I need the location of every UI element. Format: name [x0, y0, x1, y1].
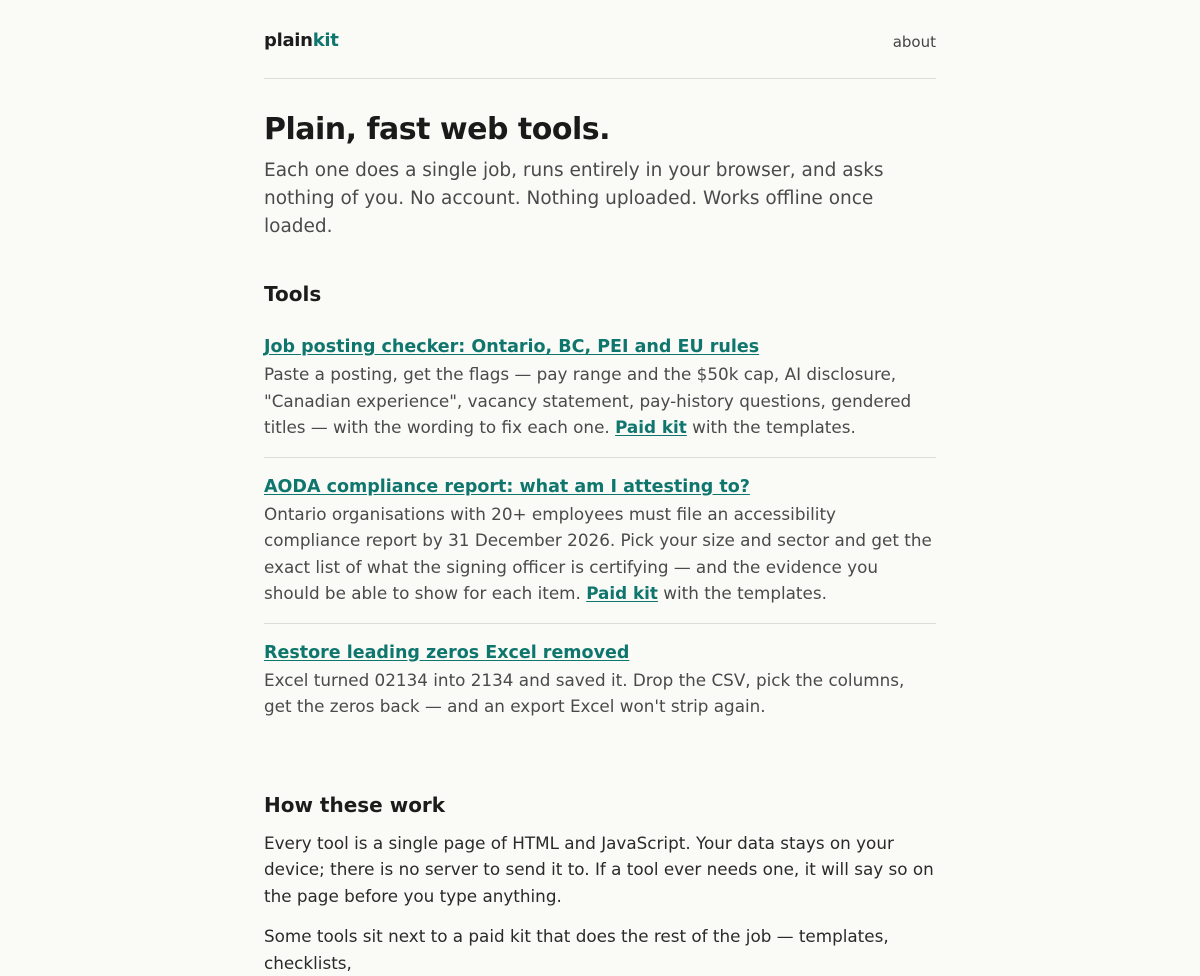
- tool-item-leading-zeros: [264, 641, 936, 736]
- site-header: [264, 0, 936, 79]
- how-heading: How these work: [264, 792, 446, 817]
- tool-link-leading-zeros[interactable]: Restore leading zeros Excel removed: [264, 642, 630, 663]
- brand-kit: kit: [312, 30, 339, 51]
- brand-logo[interactable]: [264, 29, 339, 53]
- tool-desc-suffix: with the templates.: [692, 417, 856, 437]
- tool-desc: [264, 361, 936, 441]
- tool-desc-suffix: with the templates.: [663, 583, 827, 603]
- tool-desc: [264, 501, 936, 607]
- tool-list: [264, 335, 936, 736]
- brand-plain: plain: [264, 30, 313, 51]
- tool-item-aoda-report: [264, 475, 936, 624]
- tool-desc-text: Paste a posting, get the flags — pay range and the $50k cap, AI disclosure, "Canadian experience", vacancy statement, pay-history questions, gendered titles — with the wording to fix each one.: [264, 364, 912, 437]
- tools-heading: Tools: [264, 282, 322, 306]
- paid-kit-link[interactable]: Paid kit: [615, 417, 687, 437]
- hero-lede: Each one does a single job, runs entirely in your browser, and asks nothing of you. No account. Nothing uploaded. Works offline once loaded.: [264, 160, 884, 237]
- tool-item-job-posting-checker: [264, 335, 936, 458]
- tool-link-aoda-report[interactable]: AODA compliance report: what am I attesting to?: [264, 476, 750, 497]
- how-paragraph: Every tool is a single page of HTML and JavaScript. Your data stays on your device; there is no server to send it to. If a tool ever needs one, it will say so on the page before you type anything.: [264, 832, 934, 906]
- nav-about-link[interactable]: about: [892, 33, 936, 51]
- tool-desc: [264, 667, 936, 720]
- tool-link-job-posting-checker[interactable]: Job posting checker: Ontario, BC, PEI and EU rules: [264, 337, 760, 357]
- how-paragraph: Some tools sit next to a paid kit that does the rest of the job — templates, checklists,: [264, 926, 889, 973]
- tool-desc-text: Ontario organisations with 20+ employees must file an accessibility compliance report by 31 December 2026. Pick your size and sector and get the exact list of what the signing officer is certifying — and the evidence you should be able to show for each item.: [264, 503, 932, 603]
- page: [264, 0, 936, 976]
- tool-desc-text: Excel turned 02134 into 2134 and saved it. Drop the CSV, pick the columns, get the zeros back — and an export Excel won't strip again.: [264, 669, 905, 716]
- page-title: Plain, fast web tools.: [264, 112, 611, 147]
- paid-kit-link[interactable]: Paid kit: [586, 583, 658, 603]
